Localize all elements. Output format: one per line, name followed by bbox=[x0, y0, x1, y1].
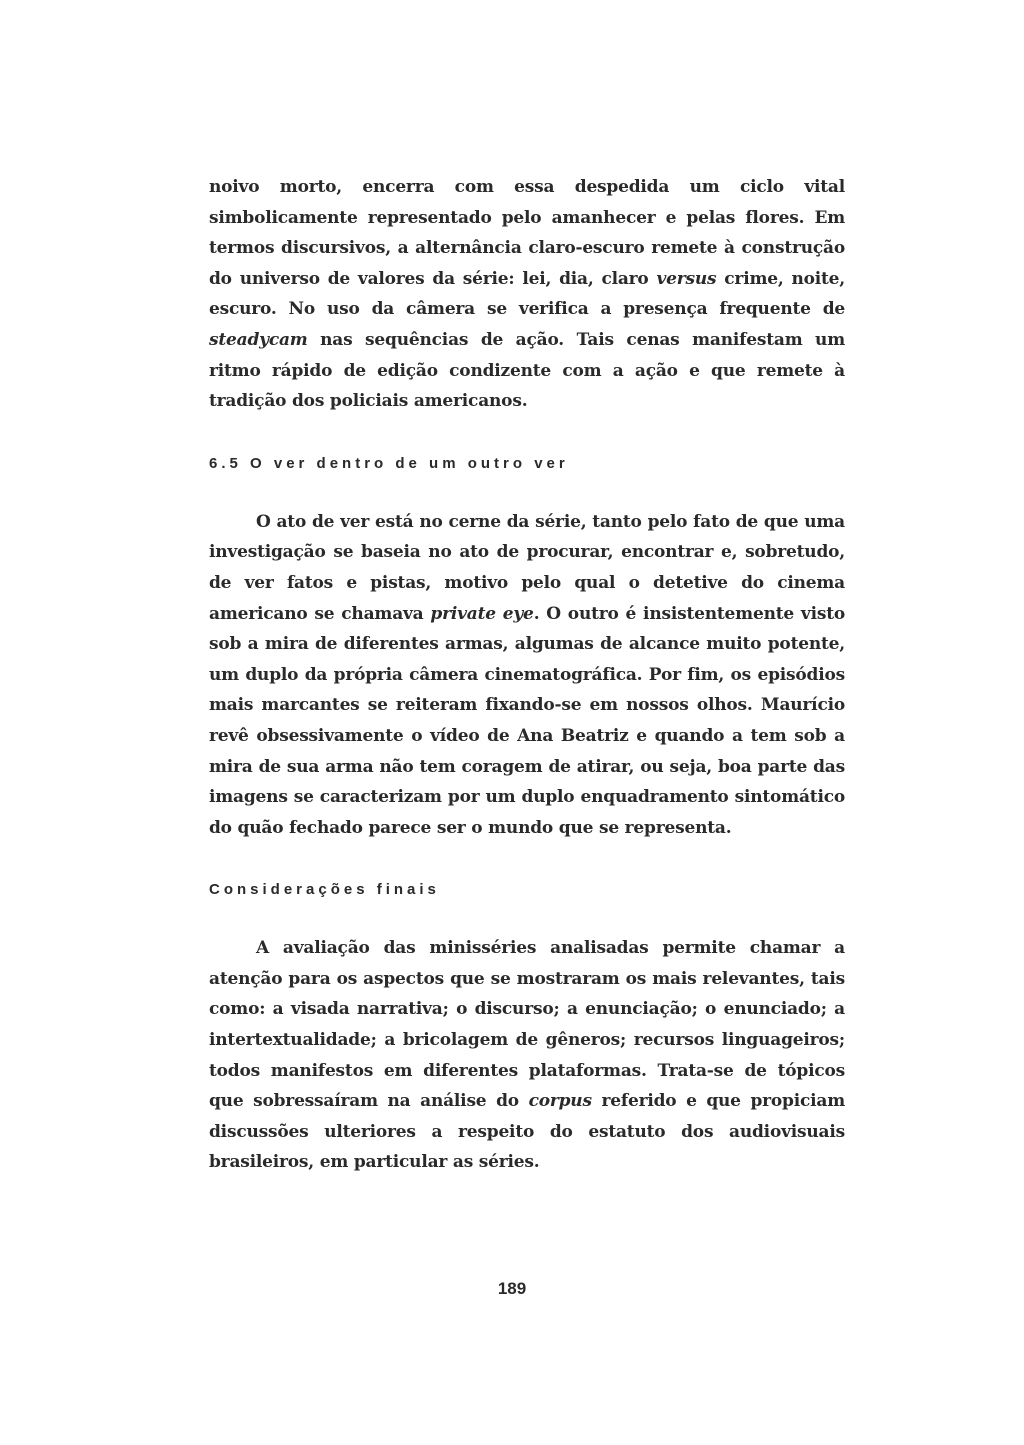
paragraph-1 bbox=[209, 172, 845, 417]
paragraph-1-emphasis-a: versus bbox=[656, 268, 717, 289]
section-heading-final: Considerações finais bbox=[209, 881, 440, 899]
page-number: 189 bbox=[497, 1279, 527, 1298]
paragraph-1-text-c: nas sequências de ação. Tais cenas manifestam um ritmo rápido de edição condizente com a ação e que remete à tradição dos policiais americanos. bbox=[209, 329, 845, 412]
paragraph-1-text-b: crime, noite, escuro. No uso da câmera se verifica a presença frequente de bbox=[209, 268, 845, 320]
section-heading-6-5: 6.5 O ver dentro de um outro ver bbox=[209, 454, 569, 472]
paragraph-3 bbox=[209, 933, 845, 1178]
page-body bbox=[209, 172, 845, 1178]
paragraph-1-text-a: noivo morto, encerra com essa despedida um ciclo vital simbolicamente representado pelo amanhecer e pelas flores. Em termos discursivos, a alternância claro-escuro remete à construção do universo de valores da série: lei, dia, claro bbox=[209, 177, 845, 289]
paragraph-2-text-b: . O outro é insistentemente visto sob a mira de diferentes armas, algumas de alcance muito potente, um duplo da própria câmera cinematográfica. Por fim, os episódios mais marcantes se reiteram fixando-se em nossos olhos. Maurício revê obsessivamente o vídeo de Ana Beatriz e quando a tem sob a mira de sua arma não tem coragem de atirar, ou seja, boa parte das imagens se caracterizam por um duplo enquadramento sintomático do quão fechado parece ser o mundo que se representa. bbox=[209, 603, 845, 838]
paragraph-2-text-a: O ato de ver está no cerne da série, tanto pelo fato de que uma investigação se baseia no ato de procurar, encontrar e, sobretudo, de ver fatos e pistas, motivo pelo qual o detetive do cinema americano se chamava bbox=[209, 511, 845, 624]
paragraph-3-text-a: A avaliação das minisséries analisadas permite chamar a atenção para os aspectos que se mostraram os mais relevantes, tais como: a visada narrativa; o discurso; a enunciação; o enunciado; a intertextualidade; a bricolagem de gêneros; recursos linguageiros; todos manifestos em diferentes plataformas. Trata-se de tópicos que sobressaíram na análise do bbox=[209, 938, 845, 1112]
paragraph-2 bbox=[209, 507, 845, 844]
paragraph-3-text-b: referido e que propiciam discussões ulteriores a respeito do estatuto dos audiovisuais brasileiros, em particular as séries. bbox=[209, 1091, 845, 1173]
paragraph-3-emphasis-a: corpus bbox=[528, 1091, 592, 1112]
paragraph-1-emphasis-b: steadycam bbox=[209, 329, 308, 350]
paragraph-2-emphasis-a: private eye bbox=[430, 603, 534, 624]
